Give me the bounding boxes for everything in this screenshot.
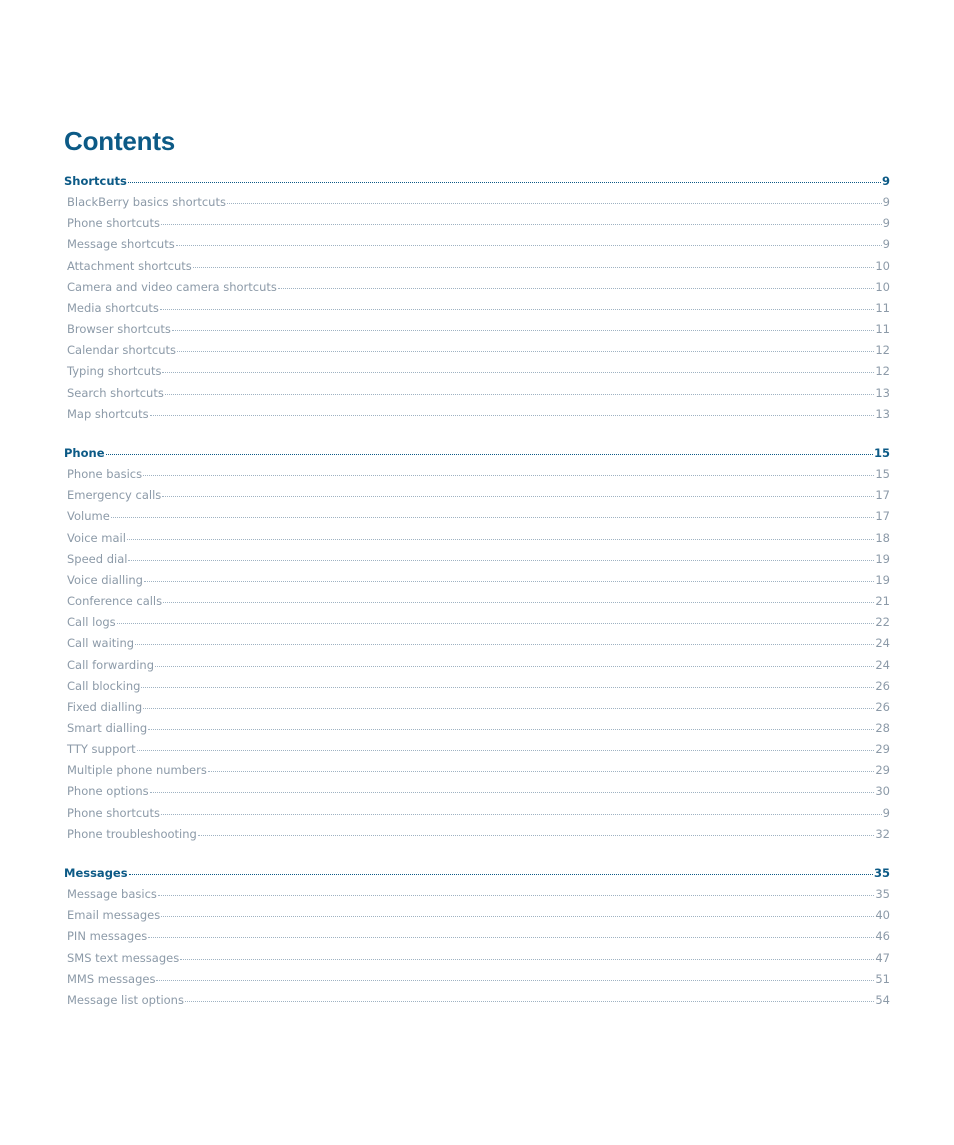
toc-page-number: 54 bbox=[875, 993, 890, 1007]
toc-page-number: 9 bbox=[881, 174, 890, 188]
toc-page-number: 9 bbox=[882, 195, 890, 209]
toc-entry-label: Phone troubleshooting bbox=[67, 827, 197, 841]
toc-entry[interactable] bbox=[67, 467, 890, 483]
dot-leader bbox=[156, 979, 874, 981]
toc-entry[interactable] bbox=[67, 531, 890, 547]
toc-entry-label: Email messages bbox=[67, 908, 161, 922]
dot-leader bbox=[106, 453, 873, 455]
toc-entry-label: SMS text messages bbox=[67, 951, 180, 965]
toc-entry[interactable] bbox=[67, 343, 890, 359]
dot-leader bbox=[150, 791, 875, 793]
toc-page-number: 26 bbox=[875, 700, 890, 714]
toc-entry-label: Search shortcuts bbox=[67, 386, 164, 400]
toc-entry[interactable] bbox=[67, 301, 890, 317]
toc-entry[interactable] bbox=[67, 615, 890, 631]
toc-page-number: 9 bbox=[882, 216, 890, 230]
toc-entry[interactable] bbox=[67, 509, 890, 525]
toc-entry[interactable] bbox=[67, 573, 890, 589]
toc-page-number: 32 bbox=[875, 827, 890, 841]
page-title: Contents bbox=[64, 126, 176, 156]
dot-leader bbox=[162, 495, 874, 497]
dot-leader bbox=[208, 770, 875, 772]
toc-entry-label: PIN messages bbox=[67, 929, 148, 943]
toc-entry[interactable] bbox=[67, 658, 890, 674]
dot-leader bbox=[135, 643, 874, 645]
toc-entry-label: Fixed dialling bbox=[67, 700, 143, 714]
toc-entry-label: Multiple phone numbers bbox=[67, 763, 207, 777]
toc-entry-label: Message basics bbox=[67, 887, 157, 901]
toc-page-number: 9 bbox=[882, 237, 890, 251]
toc-entry-label: Speed dial bbox=[67, 552, 128, 566]
toc-page-number: 40 bbox=[875, 908, 890, 922]
toc-page-number: 26 bbox=[875, 679, 890, 693]
toc-entry-label: Typing shortcuts bbox=[67, 364, 162, 378]
dot-leader bbox=[180, 958, 874, 960]
toc-entry[interactable] bbox=[67, 929, 890, 945]
toc-entry-label: Message list options bbox=[67, 993, 184, 1007]
toc-page-number: 19 bbox=[875, 552, 890, 566]
toc-entry-label: Call logs bbox=[67, 615, 116, 629]
toc-entry-label: Voice mail bbox=[67, 531, 126, 545]
toc-entry[interactable] bbox=[67, 742, 890, 758]
toc-page-number: 13 bbox=[875, 407, 890, 421]
dot-leader bbox=[127, 538, 874, 540]
dot-leader bbox=[227, 202, 882, 204]
toc-page-number: 47 bbox=[875, 951, 890, 965]
toc-entry-label: Phone shortcuts bbox=[67, 216, 160, 230]
toc-entry[interactable] bbox=[67, 488, 890, 504]
dot-leader bbox=[111, 516, 875, 518]
dot-leader bbox=[158, 894, 874, 896]
dot-leader bbox=[163, 601, 874, 603]
toc-entry[interactable] bbox=[67, 594, 890, 610]
toc-entry-label: Call forwarding bbox=[67, 658, 154, 672]
toc-page-number: 13 bbox=[875, 386, 890, 400]
toc-page-number: 19 bbox=[875, 573, 890, 587]
toc-entry[interactable] bbox=[67, 322, 890, 338]
toc-entry[interactable] bbox=[67, 552, 890, 568]
toc-page-number: 17 bbox=[875, 509, 890, 523]
toc-entry-label: Volume bbox=[67, 509, 110, 523]
dot-leader bbox=[141, 686, 874, 688]
dot-leader bbox=[172, 329, 874, 331]
toc-entry-label: Conference calls bbox=[67, 594, 163, 608]
toc-entry[interactable] bbox=[67, 259, 890, 275]
toc-entry[interactable] bbox=[67, 827, 890, 843]
toc-entry-label: Emergency calls bbox=[67, 488, 162, 502]
dot-leader bbox=[185, 1000, 874, 1002]
toc-entry-label: Phone bbox=[64, 446, 105, 460]
toc-entry-label: Phone basics bbox=[67, 467, 143, 481]
toc-entry[interactable] bbox=[67, 216, 890, 232]
toc-page-number: 17 bbox=[875, 488, 890, 502]
toc-entry[interactable] bbox=[67, 908, 890, 924]
toc-page-number: 24 bbox=[875, 636, 890, 650]
toc-entry-label: Calendar shortcuts bbox=[67, 343, 177, 357]
toc-entry-label: Message shortcuts bbox=[67, 237, 175, 251]
toc-page-number: 21 bbox=[875, 594, 890, 608]
toc-page-number: 35 bbox=[875, 887, 890, 901]
toc-page-number: 22 bbox=[875, 615, 890, 629]
toc-entry[interactable] bbox=[67, 386, 890, 402]
toc-page-number: 18 bbox=[875, 531, 890, 545]
toc-page-number: 10 bbox=[875, 259, 890, 273]
toc-entry-label: Smart dialling bbox=[67, 721, 148, 735]
toc-page-number: 15 bbox=[873, 446, 890, 460]
toc-page-number: 29 bbox=[875, 742, 890, 756]
dot-leader bbox=[198, 834, 875, 836]
toc-entry[interactable] bbox=[67, 364, 890, 380]
toc-page-number: 12 bbox=[875, 364, 890, 378]
toc-entry-label: Call blocking bbox=[67, 679, 141, 693]
toc-page-number: 9 bbox=[882, 806, 890, 820]
toc-entry[interactable] bbox=[67, 721, 890, 737]
dot-leader bbox=[143, 474, 874, 476]
toc-entry-label: Map shortcuts bbox=[67, 407, 149, 421]
toc-entry[interactable] bbox=[67, 993, 890, 1009]
dot-leader bbox=[117, 622, 875, 624]
dot-leader bbox=[165, 393, 875, 395]
toc-chapter[interactable] bbox=[64, 866, 890, 882]
dot-leader bbox=[177, 350, 874, 352]
toc-entry[interactable] bbox=[67, 972, 890, 988]
dot-leader bbox=[128, 181, 881, 183]
toc-entry[interactable] bbox=[67, 679, 890, 695]
toc-entry-label: Phone options bbox=[67, 784, 149, 798]
toc-page-number: 11 bbox=[875, 301, 890, 315]
toc-entry[interactable] bbox=[67, 407, 890, 423]
dot-leader bbox=[128, 559, 874, 561]
toc-page-number: 15 bbox=[875, 467, 890, 481]
toc-entry[interactable] bbox=[67, 806, 890, 822]
toc-page-number: 35 bbox=[873, 866, 890, 880]
toc-entry-label: Media shortcuts bbox=[67, 301, 159, 315]
toc-entry[interactable] bbox=[67, 636, 890, 652]
dot-leader bbox=[161, 813, 882, 815]
toc-entry[interactable] bbox=[67, 280, 890, 296]
toc-chapter[interactable] bbox=[64, 174, 890, 190]
toc-entry-label: Browser shortcuts bbox=[67, 322, 171, 336]
toc-entry[interactable] bbox=[67, 195, 890, 211]
toc-chapter[interactable] bbox=[64, 446, 890, 462]
dot-leader bbox=[161, 915, 874, 917]
dot-leader bbox=[176, 244, 882, 246]
toc-entry-label: Camera and video camera shortcuts bbox=[67, 280, 277, 294]
toc-page-number: 51 bbox=[875, 972, 890, 986]
toc-page-number: 10 bbox=[875, 280, 890, 294]
toc-entry-label: Attachment shortcuts bbox=[67, 259, 192, 273]
toc-page-number: 46 bbox=[875, 929, 890, 943]
dot-leader bbox=[148, 936, 874, 938]
toc-entry[interactable] bbox=[67, 887, 890, 903]
toc-entry-label: Call waiting bbox=[67, 636, 135, 650]
toc-entry-label: Voice dialling bbox=[67, 573, 143, 587]
dot-leader bbox=[144, 580, 874, 582]
toc-entry[interactable] bbox=[67, 951, 890, 967]
toc-entry-label: Messages bbox=[64, 866, 128, 880]
dot-leader bbox=[137, 749, 875, 751]
toc-page-number: 30 bbox=[875, 784, 890, 798]
toc-entry-label: Shortcuts bbox=[64, 174, 127, 188]
dot-leader bbox=[155, 665, 874, 667]
dot-leader bbox=[160, 308, 874, 310]
dot-leader bbox=[162, 371, 874, 373]
toc-entry-label: Phone shortcuts bbox=[67, 806, 160, 820]
dot-leader bbox=[278, 287, 874, 289]
toc-entry[interactable] bbox=[67, 237, 890, 253]
dot-leader bbox=[193, 266, 875, 268]
toc-entry-label: BlackBerry basics shortcuts bbox=[67, 195, 226, 209]
toc-page-number: 29 bbox=[875, 763, 890, 777]
dot-leader bbox=[143, 707, 874, 709]
toc-entry-label: MMS messages bbox=[67, 972, 156, 986]
toc-page-number: 24 bbox=[875, 658, 890, 672]
toc-page-number: 28 bbox=[875, 721, 890, 735]
toc-page-number: 12 bbox=[875, 343, 890, 357]
dot-leader bbox=[150, 414, 875, 416]
toc-entry[interactable] bbox=[67, 700, 890, 716]
toc-entry[interactable] bbox=[67, 784, 890, 800]
dot-leader bbox=[148, 728, 874, 730]
dot-leader bbox=[161, 223, 882, 225]
toc-entry[interactable] bbox=[67, 763, 890, 779]
toc-entry-label: TTY support bbox=[67, 742, 136, 756]
toc-page-number: 11 bbox=[875, 322, 890, 336]
dot-leader bbox=[129, 873, 873, 875]
